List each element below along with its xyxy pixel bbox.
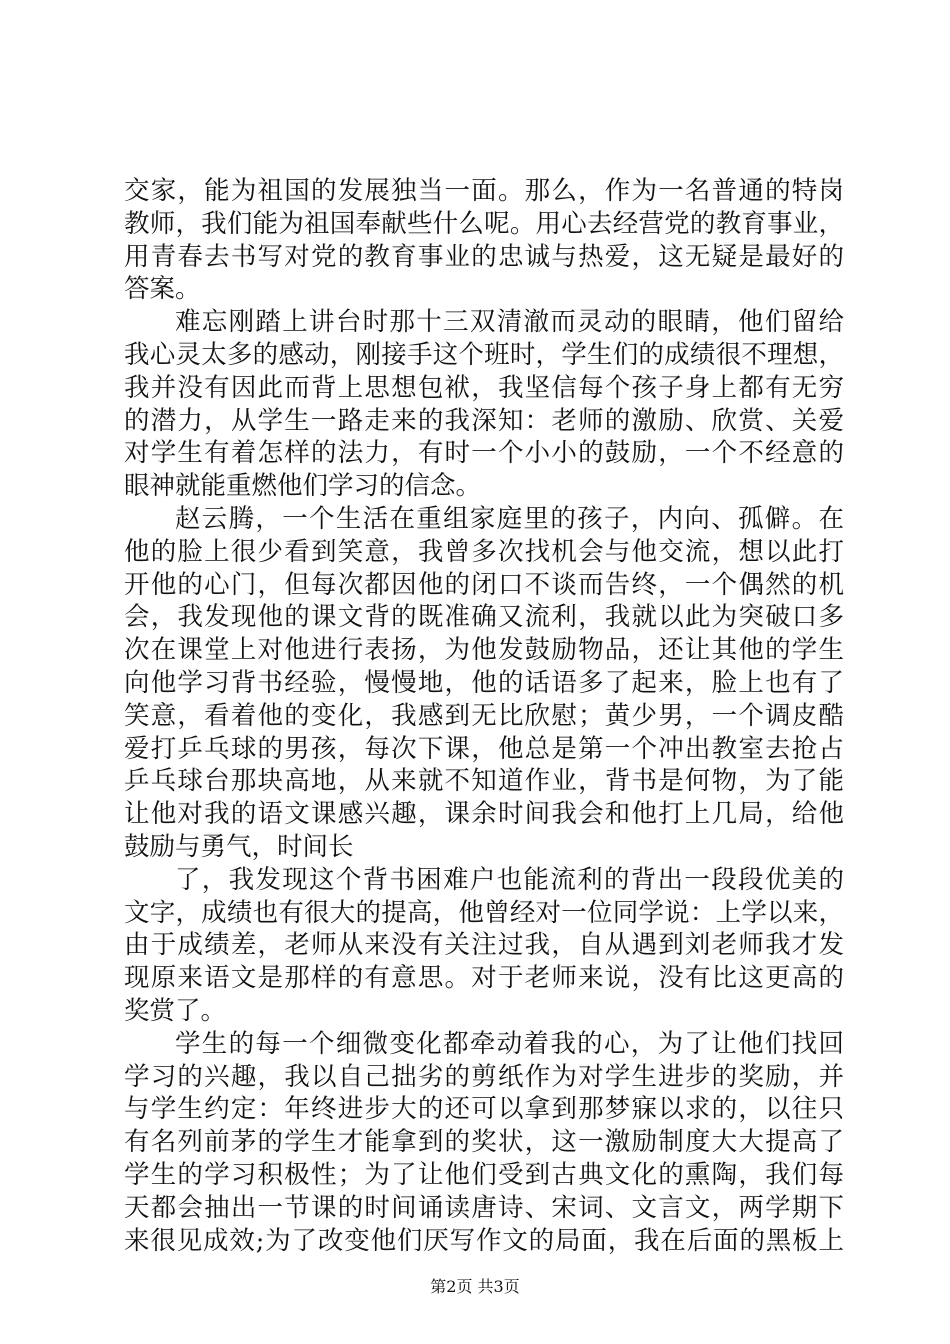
text-line: 对学生有着怎样的法力，有时一个小小的鼓励，一个不经意的 xyxy=(124,438,844,469)
text-line: 他的脸上很少看到笑意，我曾多次找机会与他交流，想以此打 xyxy=(124,536,844,567)
text-line: 赵云腾，一个生活在重组家庭里的孩子，内向、孤僻。在 xyxy=(175,503,844,534)
text-line: 奖赏了。 xyxy=(124,995,227,1026)
text-line: 的潜力，从学生一路走来的我深知：老师的激励、欣赏、关爱 xyxy=(124,405,844,436)
text-line: 由于成绩差，老师从来没有关注过我，自从遇到刘老师我才发 xyxy=(124,930,844,961)
page-footer: 第2页 共3页 xyxy=(430,1277,520,1296)
text-line: 答案。 xyxy=(124,274,201,305)
text-line: 天都会抽出一节课的时间诵读唐诗、宋词、文言文，两学期下 xyxy=(124,1192,844,1223)
text-line: 开他的心门，但每次都因他的闭口不谈而告终，一个偶然的机 xyxy=(124,569,844,600)
text-line: 我并没有因此而背上思想包袱，我坚信每个孩子身上都有无穷 xyxy=(124,372,844,403)
text-line: 学习的兴趣，我以自己拙劣的剪纸作为对学生进步的奖励，并 xyxy=(124,1061,844,1092)
text-line: 有名列前茅的学生才能拿到的奖状，这一激励制度大大提高了 xyxy=(124,1127,844,1158)
text-line: 难忘刚踏上讲台时那十三双清澈而灵动的眼睛，他们留给 xyxy=(175,307,844,338)
text-line: 我心灵太多的感动，刚接手这个班时，学生们的成绩很不理想， xyxy=(124,339,844,370)
text-line: 与学生约定：年终进步大的还可以拿到那梦寐以求的，以往只 xyxy=(124,1094,844,1125)
text-line: 乒乓球台那块高地，从来就不知道作业，背书是何物，为了能 xyxy=(124,766,844,797)
text-line: 教师，我们能为祖国奉献些什么呢。用心去经营党的教育事业， xyxy=(124,208,844,239)
text-line: 眼神就能重燃他们学习的信念。 xyxy=(124,471,482,502)
text-line: 笑意，看着他的变化，我感到无比欣慰；黄少男，一个调皮酷 xyxy=(124,700,844,731)
text-line: 让他对我的语文课感兴趣，课余时间我会和他打上几局，给他 xyxy=(124,799,844,830)
text-line: 来很见成效;为了改变他们厌写作文的局面，我在后面的黑板上 xyxy=(124,1225,844,1256)
text-line: 文字，成绩也有很大的提高，他曾经对一位同学说：上学以来， xyxy=(124,897,844,928)
text-line: 现原来语文是那样的有意思。对于老师来说，没有比这更高的 xyxy=(124,963,844,994)
text-line: 爱打乒乓球的男孩，每次下课，他总是第一个冲出教室去抢占 xyxy=(124,733,844,764)
text-line: 学生的学习积极性；为了让他们受到古典文化的熏陶，我们每 xyxy=(124,1159,844,1190)
text-line: 了，我发现这个背书困难户也能流利的背出一段段优美的 xyxy=(175,864,844,895)
text-line: 向他学习背书经验，慢慢地，他的话语多了起来，脸上也有了 xyxy=(124,667,844,698)
text-line: 交家，能为祖国的发展独当一面。那么，作为一名普通的特岗 xyxy=(124,176,844,206)
text-line: 用青春去书写对党的教育事业的忠诚与热爱，这无疑是最好的 xyxy=(124,241,844,272)
text-line: 学生的每一个细微变化都牵动着我的心，为了让他们找回 xyxy=(175,1028,844,1059)
text-line: 次在课堂上对他进行表扬，为他发鼓励物品，还让其他的学生 xyxy=(124,635,844,666)
text-line: 会，我发现他的课文背的既准确又流利，我就以此为突破口多 xyxy=(124,602,844,633)
text-line: 鼓励与勇气，时间长 xyxy=(124,831,354,862)
body-text xyxy=(124,175,844,1257)
